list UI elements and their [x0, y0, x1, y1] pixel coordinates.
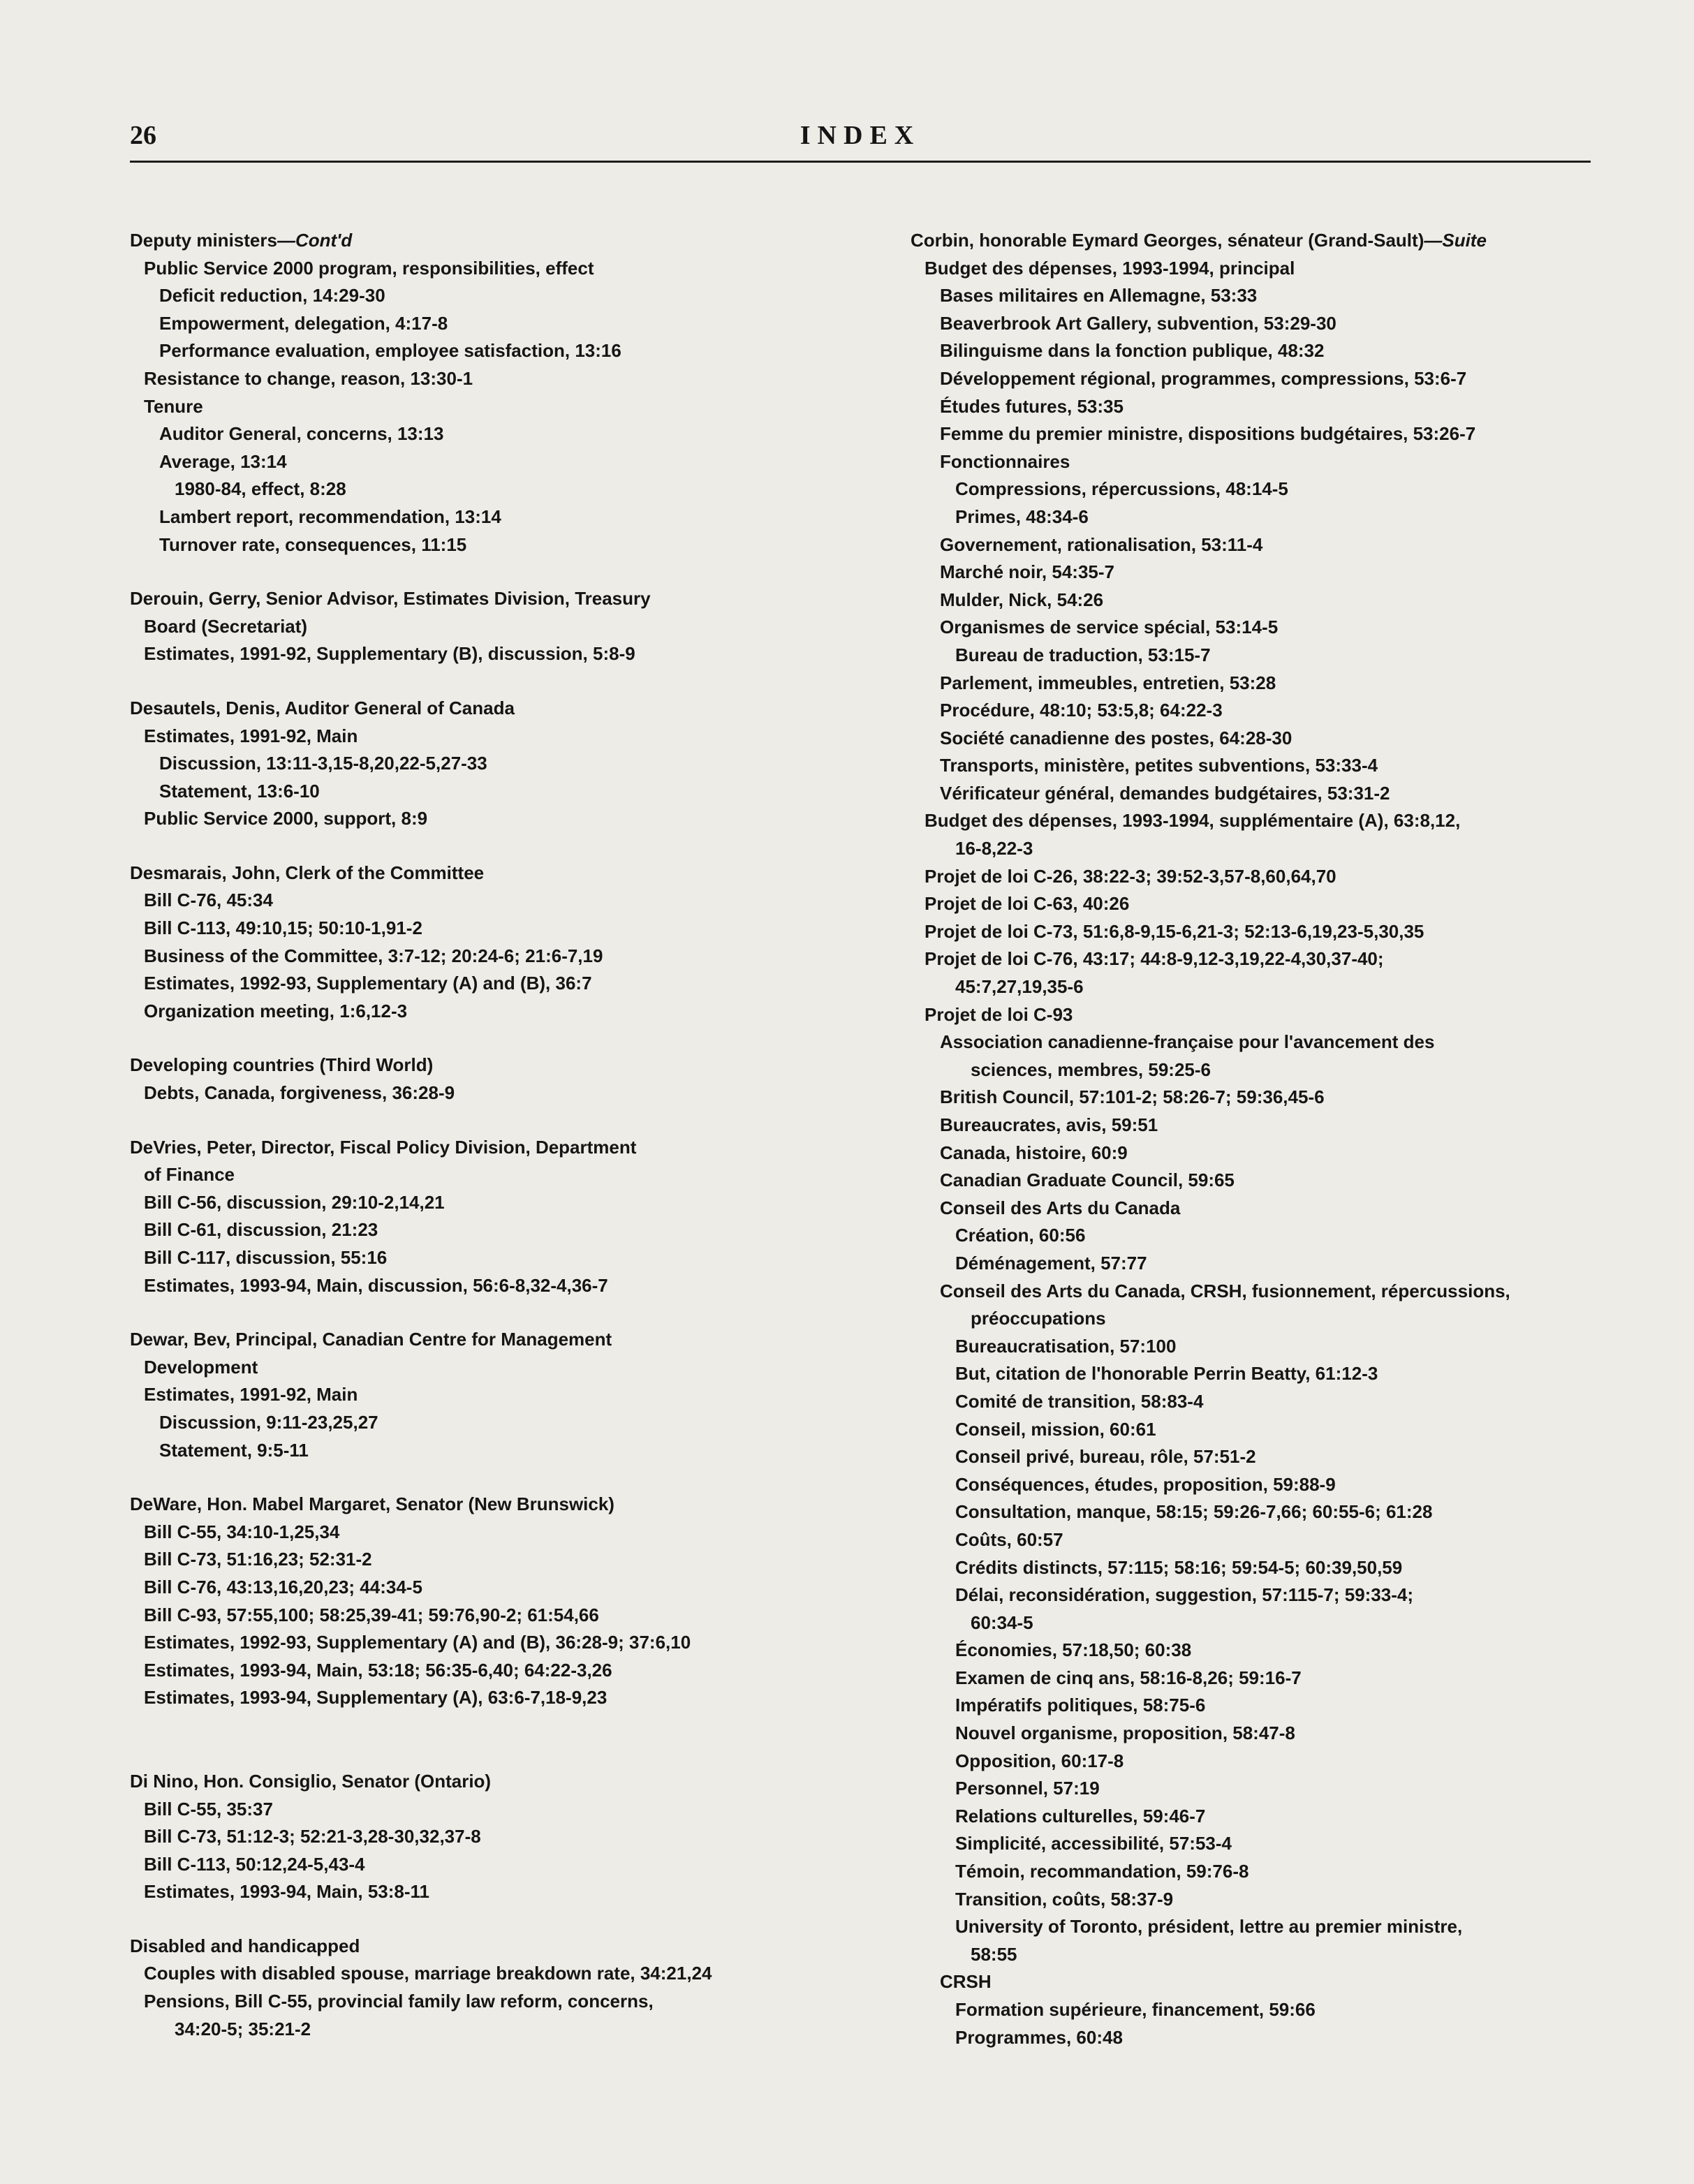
index-line-text: Couples with disabled spouse, marriage breakdown rate, 34:21,24 [144, 1963, 712, 1984]
index-subentry [130, 1519, 835, 1547]
index-subentry [130, 1657, 835, 1685]
index-subentry [911, 393, 1609, 421]
index-subentry [911, 1001, 1609, 1029]
index-subentry [911, 1028, 1609, 1056]
index-entry [130, 1491, 835, 1712]
index-line-text: Compressions, répercussions, 48:14-5 [955, 478, 1288, 500]
index-line-text: Bill C-117, discussion, 55:16 [144, 1247, 388, 1268]
index-line-text: Budget des dépenses, 1993-1994, supplémentaire (A), 63:8,12, [925, 810, 1461, 832]
index-subentry [911, 1084, 1609, 1112]
index-line-text: Performance evaluation, employee satisfaction, 13:16 [159, 340, 621, 362]
index-subentry [130, 1437, 835, 1465]
index-line-text: Bases militaires en Allemagne, 53:33 [940, 285, 1258, 307]
index-subentry [130, 1216, 835, 1244]
index-line-text: Bill C-73, 51:16,23; 52:31-2 [144, 1549, 372, 1570]
index-line-text: Témoin, recommandation, 59:76-8 [955, 1861, 1249, 1882]
index-subentry [911, 1968, 1609, 1996]
index-line-text: Fonctionnaires [940, 450, 1070, 472]
continuation-marker: —Cont'd [277, 230, 353, 251]
index-line-text: Femme du premier ministre, dispositions budgétaires, 53:26-7 [940, 423, 1476, 445]
index-line-text: Bill C-93, 57:55,100; 58:25,39-41; 59:76,90-2; 61:54,66 [144, 1604, 599, 1625]
index-line-text: CRSH [940, 1971, 992, 1993]
index-line-text: préoccupations [971, 1308, 1106, 1329]
index-subentry [130, 1684, 835, 1712]
index-line-text: Di Nino, Hon. Consiglio, Senator (Ontario) [130, 1770, 492, 1792]
index-line-text: Estimates, 1992-93, Supplementary (A) and (B), 36:7 [144, 973, 592, 994]
index-heading [130, 1768, 835, 1796]
running-title: INDEX [800, 121, 921, 150]
index-entry [911, 227, 1609, 2051]
index-line-text: Mulder, Nick, 54:26 [940, 589, 1104, 610]
index-line-text: Canada, histoire, 60:9 [940, 1142, 1128, 1163]
index-subentry [130, 337, 835, 365]
index-subentry [130, 365, 835, 393]
index-line-text: Auditor General, concerns, 13:13 [159, 423, 444, 445]
index-subentry [130, 2016, 835, 2044]
index-subentry [911, 1886, 1609, 1914]
index-subentry [130, 503, 835, 531]
index-line-text: Budget des dépenses, 1993-1994, principal [925, 257, 1295, 279]
index-subentry [911, 1388, 1609, 1416]
index-subentry [911, 1167, 1609, 1195]
index-subentry [130, 1244, 835, 1272]
index-line-text: Bill C-113, 50:12,24-5,43-4 [144, 1853, 365, 1875]
index-subentry [911, 365, 1609, 393]
index-line-text: Estimates, 1992-93, Supplementary (A) and (B), 36:28-9; 37:6,10 [144, 1632, 691, 1653]
index-line-text: Deputy ministers [130, 230, 277, 251]
index-subentry [911, 863, 1609, 891]
index-line-text: Bill C-73, 51:12-3; 52:21-3,28-30,32,37-8 [144, 1826, 481, 1847]
index-line-text: Transports, ministère, petites subventions, 53:33-4 [940, 755, 1378, 776]
index-line-text: Corbin, honorable Eymard Georges, sénateur (Grand-Sault) [911, 230, 1424, 251]
index-subentry [911, 1250, 1609, 1278]
index-line-text: 58:55 [971, 1943, 1017, 1965]
index-subentry [130, 1574, 835, 1602]
index-line-text: Bill C-56, discussion, 29:10-2,14,21 [144, 1191, 445, 1213]
index-line-text: Conseil privé, bureau, rôle, 57:51-2 [955, 1446, 1256, 1468]
index-line-text: Derouin, Gerry, Senior Advisor, Estimates Division, Treasury [130, 588, 651, 610]
index-line-text: Examen de cinq ans, 58:16-8,26; 59:16-7 [955, 1667, 1302, 1688]
index-subentry [911, 1581, 1609, 1609]
index-line-text: Création, 60:56 [955, 1225, 1086, 1246]
index-subentry [130, 1960, 835, 1988]
index-heading [130, 1134, 835, 1162]
index-subentry [911, 1498, 1609, 1526]
index-line-text: Bureau de traduction, 53:15-7 [955, 644, 1211, 665]
index-heading [130, 859, 835, 887]
index-subentry [911, 973, 1609, 1001]
index-subentry [911, 475, 1609, 503]
index-subentry [130, 255, 835, 283]
index-subentry [911, 420, 1609, 448]
index-line-text: Projet de loi C-63, 40:26 [925, 893, 1130, 915]
index-line-text: Average, 13:14 [159, 450, 287, 472]
index-line-text: Bill C-113, 49:10,15; 50:10-1,91-2 [144, 917, 422, 939]
index-subentry [911, 1139, 1609, 1167]
index-line-text: Estimates, 1993-94, Main, 53:18; 56:35-6,40; 64:22-3,26 [144, 1659, 612, 1681]
index-subentry [911, 448, 1609, 476]
index-subentry [911, 1112, 1609, 1139]
index-line-text: Lambert report, recommendation, 13:14 [159, 506, 501, 527]
index-line-text: Projet de loi C-93 [925, 1003, 1073, 1025]
index-line-text: Transition, coûts, 58:37-9 [955, 1888, 1174, 1910]
index-line-text: Bill C-76, 43:13,16,20,23; 44:34-5 [144, 1576, 422, 1598]
index-line-text: DeWare, Hon. Mabel Margaret, Senator (New Brunswick) [130, 1493, 614, 1515]
index-line-text: Estimates, 1991-92, Supplementary (B), discussion, 5:8-9 [144, 643, 635, 665]
index-subentry [911, 559, 1609, 586]
index-line-text: Bill C-61, discussion, 21:23 [144, 1219, 378, 1241]
index-heading [130, 585, 835, 613]
index-line-text: Dewar, Bev, Principal, Canadian Centre for Management [130, 1329, 612, 1350]
index-line-text: 60:34-5 [971, 1611, 1033, 1633]
index-line-text: 16-8,22-3 [955, 838, 1033, 859]
index-subentry [130, 805, 835, 833]
index-subentry [911, 1665, 1609, 1692]
index-line-text: Debts, Canada, forgiveness, 36:28-9 [144, 1082, 455, 1104]
index-subentry [911, 1637, 1609, 1665]
index-line-text: Conseil des Arts du Canada [940, 1197, 1181, 1218]
index-subentry [911, 282, 1609, 310]
index-line-text: Development [144, 1356, 258, 1378]
index-subentry [911, 1471, 1609, 1499]
index-subentry [130, 282, 835, 310]
index-subentry [130, 1354, 835, 1382]
index-heading [130, 1326, 835, 1354]
index-subentry [130, 1381, 835, 1409]
index-line-text: Canadian Graduate Council, 59:65 [940, 1170, 1235, 1191]
index-line-text: Beaverbrook Art Gallery, subvention, 53:29-30 [940, 312, 1336, 334]
index-heading [130, 1933, 835, 1961]
index-subentry [130, 475, 835, 503]
index-subentry [130, 998, 835, 1026]
index-line-text: Desautels, Denis, Auditor General of Canada [130, 697, 515, 718]
index-subentry [130, 640, 835, 668]
index-subentry [911, 1526, 1609, 1554]
index-entry [130, 1933, 835, 2043]
index-heading [130, 1052, 835, 1079]
index-subentry [911, 725, 1609, 753]
index-subentry [911, 310, 1609, 338]
index-line-text: Marché noir, 54:35-7 [940, 561, 1114, 583]
index-subentry [911, 1748, 1609, 1776]
index-subentry [130, 420, 835, 448]
index-subentry [130, 887, 835, 915]
index-subentry [130, 393, 835, 421]
index-line-text: Estimates, 1991-92, Main [144, 725, 358, 746]
index-subentry [911, 1720, 1609, 1748]
index-line-text: British Council, 57:101-2; 58:26-7; 59:36,45-6 [940, 1086, 1325, 1108]
index-line-text: Bill C-55, 34:10-1,25,34 [144, 1521, 340, 1542]
index-line-text: Bill C-55, 35:37 [144, 1798, 273, 1820]
index-heading [130, 227, 835, 255]
index-subentry [911, 807, 1609, 835]
index-line-text: Deficit reduction, 14:29-30 [159, 285, 385, 307]
index-subentry [130, 1796, 835, 1824]
index-line-text: Public Service 2000 program, responsibilities, effect [144, 257, 594, 279]
index-line-text: Bill C-76, 45:34 [144, 890, 273, 911]
index-line-text: Comité de transition, 58:83-4 [955, 1390, 1204, 1412]
index-line-text: Estimates, 1993-94, Supplementary (A), 63:6-7,18-9,23 [144, 1687, 607, 1709]
right-column [911, 227, 1609, 2078]
index-subentry [130, 613, 835, 641]
index-line-text: Formation supérieure, financement, 59:66 [955, 1999, 1316, 2020]
index-subentry [911, 752, 1609, 780]
index-line-text: Board (Secretariat) [144, 615, 308, 637]
index-entry [130, 1768, 835, 1906]
index-line-text: Consultation, manque, 58:15; 59:26-7,66; 60:55-6; 61:28 [955, 1501, 1433, 1523]
index-line-text: sciences, membres, 59:25-6 [971, 1058, 1211, 1080]
index-subentry [911, 1333, 1609, 1361]
index-line-text: Projet de loi C-76, 43:17; 44:8-9,12-3,19,22-4,30,37-40; [925, 948, 1384, 970]
index-line-text: Relations culturelles, 59:46-7 [955, 1805, 1206, 1827]
index-line-text: Statement, 13:6-10 [159, 780, 320, 802]
index-line-text: Impératifs politiques, 58:75-6 [955, 1695, 1206, 1716]
index-subentry [911, 1195, 1609, 1223]
index-heading [911, 227, 1609, 255]
index-subentry [911, 697, 1609, 725]
index-subentry [911, 1278, 1609, 1306]
index-line-text: DeVries, Peter, Director, Fiscal Policy Division, Department [130, 1136, 637, 1158]
left-column [130, 227, 835, 2069]
index-subentry [911, 1803, 1609, 1831]
index-line-text: Personnel, 57:19 [955, 1778, 1100, 1799]
index-line-text: Coûts, 60:57 [955, 1528, 1063, 1550]
index-line-text: But, citation de l'honorable Perrin Beatty, 61:12-3 [955, 1363, 1378, 1385]
index-line-text: Opposition, 60:17-8 [955, 1750, 1124, 1771]
index-line-text: Organismes de service spécial, 53:14-5 [940, 617, 1279, 638]
index-line-text: 1980-84, effect, 8:28 [175, 478, 346, 500]
index-line-text: Bureaucrates, avis, 59:51 [940, 1114, 1158, 1135]
index-subentry [130, 750, 835, 778]
index-subentry [911, 1692, 1609, 1720]
index-subentry [911, 586, 1609, 614]
index-entry [130, 1326, 835, 1464]
index-subentry [911, 945, 1609, 973]
index-line-text: Conséquences, études, proposition, 59:88-9 [955, 1473, 1336, 1495]
index-line-text: Developing countries (Third World) [130, 1054, 434, 1076]
index-line-text: Conseil, mission, 60:61 [955, 1418, 1156, 1440]
index-entry [130, 859, 835, 1026]
index-subentry [911, 1305, 1609, 1333]
index-line-text: Organization meeting, 1:6,12-3 [144, 1000, 408, 1021]
index-line-text: Simplicité, accessibilité, 57:53-4 [955, 1833, 1232, 1854]
index-subentry [130, 1602, 835, 1630]
index-line-text: Pensions, Bill C-55, provincial family law reform, concerns, [144, 1991, 654, 2012]
index-subentry [911, 337, 1609, 365]
index-subentry [911, 1858, 1609, 1886]
index-line-text: Études futures, 53:35 [940, 395, 1124, 417]
index-entry [130, 1134, 835, 1300]
index-line-text: Bureaucratisation, 57:100 [955, 1335, 1177, 1357]
index-line-text: 34:20-5; 35:21-2 [175, 2018, 311, 2039]
index-subentry [911, 1609, 1609, 1637]
index-entry [130, 585, 835, 668]
index-subentry [130, 943, 835, 971]
index-line-text: University of Toronto, président, lettre au premier ministre, [955, 1916, 1463, 1938]
index-line-text: of Finance [144, 1164, 235, 1186]
index-subentry [911, 1941, 1609, 1969]
index-line-text: Association canadienne-française pour l'avancement des [940, 1031, 1435, 1053]
index-subentry [130, 531, 835, 559]
index-subentry [911, 1996, 1609, 2024]
index-subentry [130, 970, 835, 998]
index-line-text: 45:7,27,19,35-6 [955, 976, 1084, 998]
index-subentry [911, 1913, 1609, 1941]
index-subentry [911, 1360, 1609, 1388]
index-line-text: Crédits distincts, 57:115; 58:16; 59:54-5; 60:39,50,59 [955, 1556, 1403, 1578]
index-subentry [911, 1416, 1609, 1444]
index-line-text: Nouvel organisme, proposition, 58:47-8 [955, 1722, 1295, 1744]
index-heading [130, 695, 835, 723]
index-subentry [911, 918, 1609, 946]
index-line-text: Programmes, 60:48 [955, 2026, 1123, 2048]
index-line-text: Business of the Committee, 3:7-12; 20:24-6; 21:6-7,19 [144, 945, 603, 966]
index-line-text: Estimates, 1991-92, Main [144, 1384, 358, 1405]
index-line-text: Développement régional, programmes, compressions, 53:6-7 [940, 367, 1467, 389]
index-subentry [130, 1878, 835, 1906]
index-subentry [911, 1775, 1609, 1803]
index-entry [130, 695, 835, 833]
index-subentry [130, 915, 835, 943]
index-subentry [911, 1222, 1609, 1250]
index-line-text: Discussion, 13:11-3,15-8,20,22-5,27-33 [159, 753, 487, 774]
index-line-text: Disabled and handicapped [130, 1935, 360, 1956]
index-line-text: Tenure [144, 395, 203, 417]
page-header [130, 117, 1591, 163]
index-heading [130, 1491, 835, 1519]
index-line-text: Projet de loi C-73, 51:6,8-9,15-6,21-3; 52:13-6,19,23-5,30,35 [925, 920, 1424, 942]
index-subentry [130, 1161, 835, 1189]
index-subentry [130, 1409, 835, 1437]
index-line-text: Procédure, 48:10; 53:5,8; 64:22-3 [940, 700, 1223, 721]
index-subentry [130, 1546, 835, 1574]
index-line-text: Public Service 2000, support, 8:9 [144, 808, 428, 829]
index-line-text: Bilinguisme dans la fonction publique, 48:32 [940, 340, 1325, 362]
index-subentry [911, 1443, 1609, 1471]
index-subentry [911, 835, 1609, 863]
index-subentry [130, 1823, 835, 1851]
index-subentry [911, 1830, 1609, 1858]
index-subentry [130, 1629, 835, 1657]
index-subentry [130, 1272, 835, 1300]
index-subentry [911, 531, 1609, 559]
index-subentry [911, 2024, 1609, 2052]
index-subentry [911, 255, 1609, 283]
entry-spacer [130, 1739, 835, 1768]
continuation-marker: —Suite [1424, 230, 1487, 251]
index-line-text: Discussion, 9:11-23,25,27 [159, 1411, 378, 1433]
index-subentry [130, 723, 835, 751]
index-subentry [130, 310, 835, 338]
index-line-text: Conseil des Arts du Canada, CRSH, fusionnement, répercussions, [940, 1280, 1510, 1301]
index-subentry [911, 890, 1609, 918]
index-entry [130, 227, 835, 559]
index-line-text: Turnover rate, consequences, 11:15 [159, 533, 467, 555]
index-subentry [911, 1056, 1609, 1084]
index-entry [130, 1052, 835, 1107]
index-line-text: Empowerment, delegation, 4:17-8 [159, 312, 448, 334]
index-line-text: Économies, 57:18,50; 60:38 [955, 1639, 1192, 1661]
index-subentry [130, 1851, 835, 1879]
index-subentry [911, 614, 1609, 642]
index-line-text: Délai, reconsidération, suggestion, 57:115-7; 59:33-4; [955, 1584, 1414, 1606]
index-subentry [130, 1189, 835, 1217]
index-line-text: Estimates, 1993-94, Main, 53:8-11 [144, 1881, 430, 1903]
index-subentry [911, 503, 1609, 531]
index-subentry [130, 1079, 835, 1107]
index-line-text: Parlement, immeubles, entretien, 53:28 [940, 672, 1276, 693]
index-subentry [130, 1988, 835, 2016]
index-subentry [911, 780, 1609, 808]
index-line-text: Statement, 9:5-11 [159, 1439, 309, 1461]
index-subentry [911, 642, 1609, 670]
index-line-text: Projet de loi C-26, 38:22-3; 39:52-3,57-8,60,64,70 [925, 865, 1336, 887]
index-subentry [911, 670, 1609, 698]
index-line-text: Vérificateur général, demandes budgétaires, 53:31-2 [940, 782, 1390, 804]
index-line-text: Estimates, 1993-94, Main, discussion, 56:6-8,32-4,36-7 [144, 1274, 608, 1296]
index-line-text: Governement, rationalisation, 53:11-4 [940, 533, 1263, 555]
index-line-text: Resistance to change, reason, 13:30-1 [144, 367, 473, 389]
index-subentry [911, 1554, 1609, 1582]
page-number: 26 [130, 121, 156, 150]
index-line-text: Desmarais, John, Clerk of the Committee [130, 862, 485, 883]
index-line-text: Primes, 48:34-6 [955, 506, 1089, 527]
index-line-text: Société canadienne des postes, 64:28-30 [940, 727, 1292, 748]
index-subentry [130, 448, 835, 476]
index-line-text: Déménagement, 57:77 [955, 1252, 1147, 1274]
index-subentry [130, 778, 835, 806]
